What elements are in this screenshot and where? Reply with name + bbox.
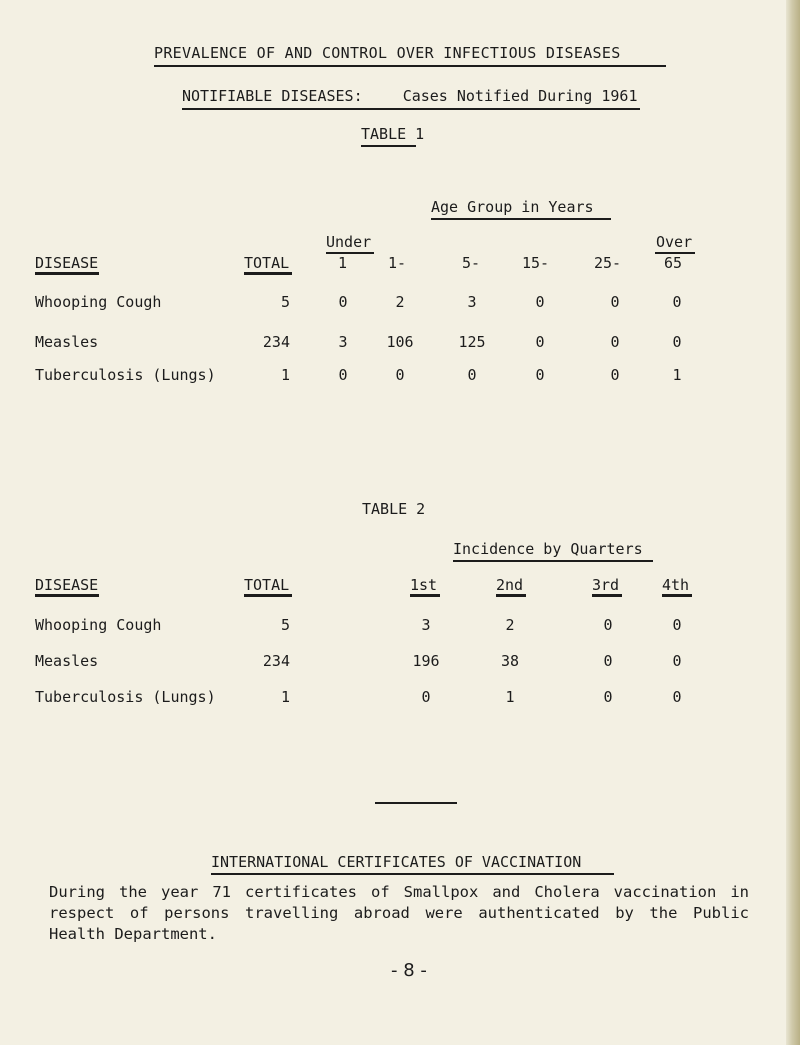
table1-over65: 1 [672,366,682,384]
table2-header-total-rule [244,594,292,597]
table1-header-over-bottom: 65 [664,254,683,272]
table1-disease: Tuberculosis (Lungs) [35,366,216,384]
table2-header-disease: DISEASE [35,576,99,594]
table2-q4: 0 [672,688,682,706]
subtitle-left: NOTIFIABLE DISEASES: [182,87,363,105]
table2-q3: 0 [603,652,613,670]
table2-total: 1 [280,688,290,706]
table2-total: 234 [262,652,290,670]
table1-header-over-top: Over [656,233,693,251]
table1-disease: Measles [35,333,99,351]
table2-q3: 0 [603,688,613,706]
section-divider [375,802,457,804]
table2-q3: 0 [603,616,613,634]
table1-total: 1 [280,366,290,384]
table1-header-under-bottom: 1 [338,254,348,272]
table2-q4: 0 [672,652,682,670]
table2-header-q2: 2nd [496,576,524,594]
table1-header-under-top: Under [326,233,372,251]
subtitle-underline [182,108,640,110]
table1-under1: 3 [338,333,348,351]
table2-header-disease-rule [35,594,99,597]
table1-age-15: 0 [535,333,545,351]
table1-under1: 0 [338,366,348,384]
table1-label-underline [361,145,416,147]
table2-header-q1-rule [410,594,440,597]
table1-header-disease-rule [35,272,99,275]
subtitle-right: Cases Notified During 1961 [402,87,638,105]
title-underline [154,65,666,67]
table1-header-disease: DISEASE [35,254,99,272]
table1-group-underline [431,218,611,220]
table1-header-age-15: 15- [522,254,550,272]
table2-q4: 0 [672,616,682,634]
table1-age-1: 0 [395,366,405,384]
table1-age-25: 0 [610,293,620,311]
table1-disease: Whooping Cough [35,293,162,311]
table1-age-25: 0 [610,366,620,384]
table1-header-total-rule [244,272,292,275]
table1-over65: 0 [672,293,682,311]
table1-total: 5 [280,293,290,311]
table1-age-5: 3 [467,293,477,311]
table2-label: TABLE 2 [362,500,426,518]
table2-header-q2-rule [496,594,526,597]
table1-age-25: 0 [610,333,620,351]
table2-disease: Tuberculosis (Lungs) [35,688,216,706]
table1-header-under-rule [326,252,374,254]
intl-vaccination-underline [211,873,614,875]
table2-q2: 1 [505,688,515,706]
table2-header-q3-rule [592,594,622,597]
table1-total: 234 [262,333,290,351]
table2-header-total: TOTAL [244,576,290,594]
page-edge-shadow [786,0,800,1045]
table2-header-q4: 4th [662,576,690,594]
table1-label: TABLE 1 [361,125,425,143]
table1-header-age-5: 5- [462,254,481,272]
table1-age-15: 0 [535,293,545,311]
table2-disease: Whooping Cough [35,616,162,634]
table2-q2: 38 [500,652,520,670]
table1-under1: 0 [338,293,348,311]
table1-over65: 0 [672,333,682,351]
table1-age-15: 0 [535,366,545,384]
page-subtitle [182,87,638,105]
table2-header-q1: 1st [410,576,438,594]
table1-header-total: TOTAL [244,254,290,272]
table1-age-5: 0 [467,366,477,384]
table1-header-age-1: 1- [388,254,407,272]
table2-q1: 3 [421,616,431,634]
intl-vaccination-paragraph: During the year 71 certificates of Smallpox and Cholera vaccination in respect of persons travelling abroad were authenticated by the Public Health Department. [49,883,749,943]
table1-age-5: 125 [458,333,486,351]
table2-group-underline [453,560,653,562]
table1-age-1: 2 [395,293,405,311]
table2-group-heading: Incidence by Quarters [453,540,643,558]
table1-header-age-25: 25- [594,254,622,272]
table2-header-q3: 3rd [592,576,620,594]
table2-disease: Measles [35,652,99,670]
page-number: - 8 - [391,960,427,981]
table2-q1: 0 [421,688,431,706]
page-title: PREVALENCE OF AND CONTROL OVER INFECTIOUS DISEASES [154,44,621,62]
intl-vaccination-title: INTERNATIONAL CERTIFICATES OF VACCINATION [211,853,582,871]
table1-group-heading: Age Group in Years [431,198,594,216]
table1-age-1: 106 [386,333,414,351]
table2-q2: 2 [505,616,515,634]
table2-total: 5 [280,616,290,634]
table2-header-q4-rule [662,594,692,597]
table2-q1: 196 [412,652,440,670]
